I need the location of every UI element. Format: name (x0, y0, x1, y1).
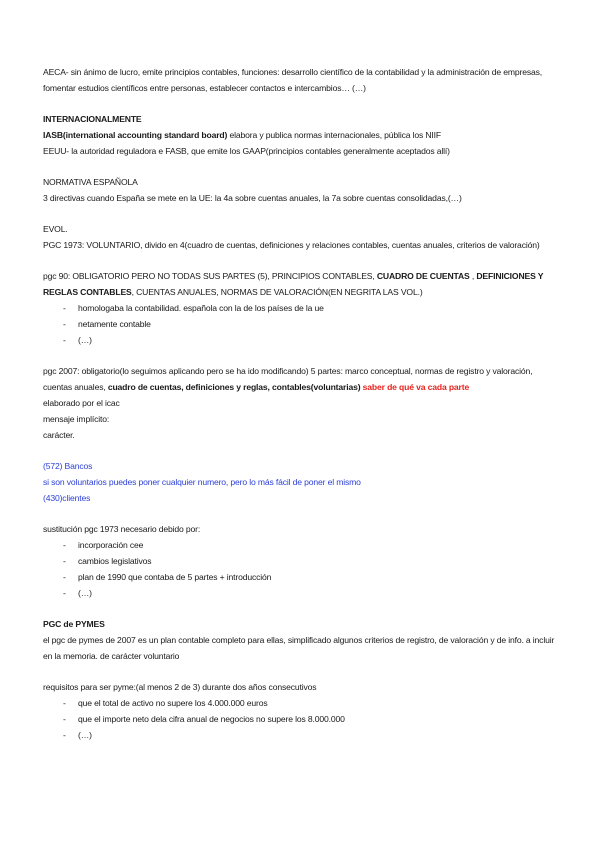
blue-note-line: (430)clientes (43, 493, 91, 503)
pgc1973-paragraph: PGC 1973: VOLUNTARIO, divido en 4(cuadro de cuentas, definiciones y relaciones contables, cuentas anuales, criterios de valoración) (43, 240, 540, 250)
list-item: - netamente contable (43, 316, 563, 332)
eeuu-paragraph: EEUU- la autoridad reguladora e FASB, que emite los GAAP(principios contables generalmente aceptados allí) (43, 146, 450, 156)
pgc2007-line: carácter. (43, 430, 75, 440)
list-item: - (…) (43, 727, 563, 743)
requisitos-heading: requisitos para ser pyme:(al menos 2 de 3) durante dos años consecutivos (43, 682, 317, 692)
blue-note-line: (572) Bancos (43, 461, 93, 471)
red-note: saber de qué va cada parte (360, 382, 470, 392)
internacional-heading: INTERNACIONALMENTE (43, 114, 142, 124)
document-page (43, 64, 563, 743)
normativa-heading: NORMATIVA ESPAÑOLA (43, 177, 138, 187)
list-item: - plan de 1990 que contaba de 5 partes + introducción (43, 569, 563, 585)
requisitos-list (43, 695, 563, 743)
normativa-paragraph: 3 directivas cuando España se mete en la UE: la 4a sobre cuentas anuales, la 7a sobre cuentas consolidadas,(…) (43, 193, 462, 203)
list-item: - cambios legislativos (43, 553, 563, 569)
list-item: - (…) (43, 585, 563, 601)
list-item: - incorporación cee (43, 537, 563, 553)
evol-heading: EVOL. (43, 224, 68, 234)
pgc2007-line: elaborado por el icac (43, 398, 120, 408)
list-item: - homologaba la contabilidad. española con la de los países de la ue (43, 300, 563, 316)
sustitucion-heading: sustitución pgc 1973 necesario debido por: (43, 524, 201, 534)
aeca-paragraph: AECA- sin ánimo de lucro, emite principios contables, funciones: desarrollo científico de la contabilidad y la administración de empresas, fomentar estudios científicos entre personas, establecer contactos e intercambios… (…) (43, 67, 543, 93)
list-item: - que el importe neto dela cifra anual de negocios no supere los 8.000.000 (43, 711, 563, 727)
pgc2007-line: mensaje implícito: (43, 414, 110, 424)
pgc90-list (43, 300, 563, 348)
sustitucion-list (43, 537, 563, 601)
list-item: - (…) (43, 332, 563, 348)
blue-note-line: si son voluntarios puedes poner cualquier numero, pero lo más fácil de poner el mismo (43, 477, 361, 487)
pymes-heading: PGC de PYMES (43, 619, 105, 629)
pgc2007-paragraph: pgc 2007: obligatorio(lo seguimos aplicando pero se ha ido modificando) 5 partes: marco conceptual, normas de registro y valoración, cuentas anuales, cuadro de cuentas, definiciones y reglas, contables(voluntarias) saber de qué va cada parte (43, 366, 533, 392)
pymes-paragraph: el pgc de pymes de 2007 es un plan contable completo para ellas, simplificado algunos criterios de registro, de valoración y de info. a incluir en la memoria. de carácter voluntario (43, 635, 555, 661)
iasb-name: IASB(international accounting standard board) (43, 130, 228, 140)
iasb-paragraph: IASB(international accounting standard board) elabora y publica normas internacionales, pública los NIIF (43, 130, 441, 140)
pgc90-paragraph: pgc 90: OBLIGATORIO PERO NO TODAS SUS PARTES (5), PRINCIPIOS CONTABLES, CUADRO DE CUENTAS , DEFINICIONES Y REGLAS CONTABLES, CUENTAS ANUALES, NORMAS DE VALORACIÓN(EN NEGRITA LAS VOL.) (43, 271, 544, 297)
list-item: - que el total de activo no supere los 4.000.000 euros (43, 695, 563, 711)
